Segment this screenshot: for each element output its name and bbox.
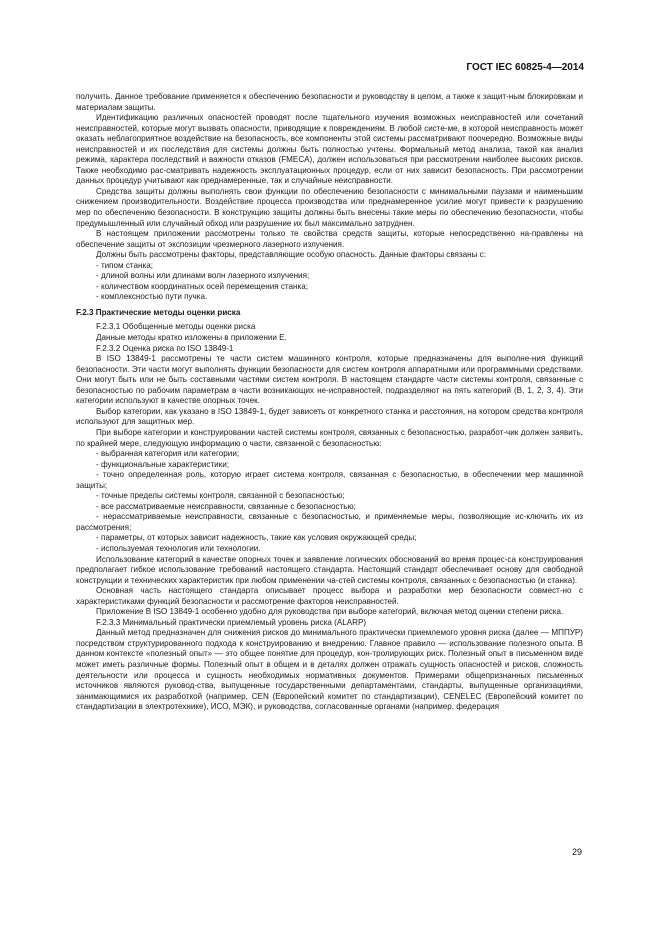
paragraph: - точные пределы системы контроля, связанной с безопасностью;	[96, 491, 345, 501]
paragraph: получить. Данное требование применяется к обеспечению безопасности и руководству в целом, а также к защит-ным блокировкам и материалам защиты.	[76, 92, 583, 112]
paragraph: Основная часть настоящего стандарта описывает процесс выбора и разработки мер безопасности совмест-но с характеристиками функций безопасности и рассмотрение факторов неисправностей.	[76, 586, 583, 606]
paragraph: - длиной волны или длинами волн лазерного излучения;	[96, 271, 310, 281]
paragraph: Средства защиты должны выполнять свои функции по обеспечению безопасности с минимальными паузами и наименьшим снижением производительности. Воздействие процесса производства или преднамеренное усилие могут привести к разрушению мер по обеспечению безопасности. В конструкцию защиты должны быть внесены такие меры по обеспечению безопасности, чтобы предумышленный или случайный обход или разрушение их был максимально затруднен.	[76, 186, 583, 228]
page-number: 29	[571, 847, 582, 857]
paragraph: Данные методы кратко изложены в приложении Е.	[96, 333, 287, 343]
paragraph: - комплексностью пути пучка.	[96, 292, 208, 302]
paragraph: При выборе категории и конструировании частей системы контроля, связанных с безопасностью, разработ-чик должен заявить, по крайней мере, следующую информацию о части, связанной с безопасностью:	[76, 427, 583, 448]
paragraph: Должны быть рассмотрены факторы, представляющие особую опасность. Данные факторы связаны с:	[96, 250, 486, 260]
paragraph: - точно определенная роль, которую играет система контроля, связанная с безопасностью, в обеспечении мер машинной защиты;	[76, 470, 583, 490]
paragraph: - выбранная категория или категории;	[96, 449, 240, 459]
paragraph: - количеством координатных осей перемещения станка;	[96, 281, 308, 291]
paragraph: Использование категорий в качестве опорных точек и заявление логических обоснований во время процес-са конструирования предполагает гибкое использование требований настоящего стандарта. Настоящий стандарт обеспечивает основу для свободной конструкции и технических характеристик при любом применении ча-стей системы контроля, связанных с безопасностью (и станка).	[76, 554, 583, 585]
paragraph: F.2.3.3 Минимальный практически приемлемый уровень риска (ALARP)	[96, 617, 367, 627]
paragraph: Данный метод предназначен для снижения рисков до минимального практически приемлемого уровня риска (далее — МППУР) посредством структурированного подхода к конструированию и внедрению. Главное правило — использование полезного опыта. В данном контексте «полезный опыт» — это общее понятие для процедур, кон-тролирующих риск. Полезный опыт в письменном виде может иметь различные формы. Полезный опыт в общем и в деталях должен отражать сущность опасностей и рисков, сложность деятельности или процесса и сущность необходимых нормативных документов. Примерами общепризнанных письменных источников являются руковод-ства, выпущенные государственными департаментами, стандарты, выпущенные организациями, занимающимися их разработкой (например, CEN (Европейский комитет по стандартизации), CENELEC (Европейский комитет по стандартизации в электротехнике), ИСО, МЭК), и руководства, согласованные органами (например, федерация	[76, 628, 583, 712]
paragraph: - все рассматриваемые неисправности, связанные с безопасностью;	[96, 501, 356, 511]
standard-header: ГОСТ IEC 60825-4—2014	[466, 62, 584, 73]
paragraph: F.2.3.1 Обобщенные методы оценки риска	[96, 322, 256, 332]
paragraph: Приложение В ISO 13849-1 особенно удобно для руководства при выборе категорий, включая метод оценки степени риска.	[96, 607, 564, 617]
paragraph: Выбор категории, как указано в ISO 13849-1, будет зависеть от конкретного станка и расстояния, на котором средства контроля используют для защитных мер.	[76, 406, 583, 427]
paragraph: Идентификацию различных опасностей проводят после тщательного изучения возможных неисправностей или сочетаний неисправностей, которые могут вызвать опасности, приводящие к повреждениям. В любой систе-ме, в которой неисправность может оказать неблагоприятное воздействие на безопасность, все компоненты этой системы рассматривают поочередно. Возможные виды неисправностей и их последствия для системы должны быть полностью учтены. Формальный метод анализа, такой как анализ режима, характера последствий и важности отказов (FMECA), должен использоваться при рассмотрении наиболее высоких рисков. Также необходимо рас-сматривать надежность эксплуатационных процедур, если от них зависит безопасность. При рассмотрении данных процедур учитывают как преднамеренные, так и случайные неисправности.	[76, 113, 583, 186]
paragraph: В настоящем приложении рассмотрены только те свойства средств защиты, которые непосредственно на-правлены на обеспечение защиты от экспозиции чрезмерного лазерного излучения.	[76, 229, 583, 249]
paragraph: - типом станка;	[96, 260, 153, 270]
paragraph: F.2.3.2 Оценка риска по ISO 13849-1	[96, 343, 234, 353]
paragraph: - используемая технология или технологии.	[96, 543, 261, 553]
paragraph: - нерассматриваемые неисправности, связанные с безопасностью, и применяемые меры, позволяющие ис-ключить их из рассмотрения;	[76, 512, 583, 532]
paragraph: - параметры, от которых зависит надежность, такие как условия окружающей среды;	[96, 533, 417, 543]
document-body	[76, 92, 583, 713]
paragraph: - функциональные характеристики;	[96, 459, 229, 469]
paragraph: В ISO 13849-1 рассмотрены те части систем машинного контроля, которые предназначены для выполне-ния функций безопасности. Эти части могут выполнять функции безопасности для систем контроля аппаратными или программными средствами. Они могут быть или не быть составными частями систем контроля. В настоящем стандарте части системы контроля, связанные с безопасностью по рабочим параметрам в части возникающих не-исправностей, подразделяют на пять категорий (В, 1, 2, 3, 4). Эти категории используют в качестве опорных точек.	[76, 354, 583, 406]
section-heading: F.2.3 Практические методы оценки риска	[76, 307, 241, 317]
